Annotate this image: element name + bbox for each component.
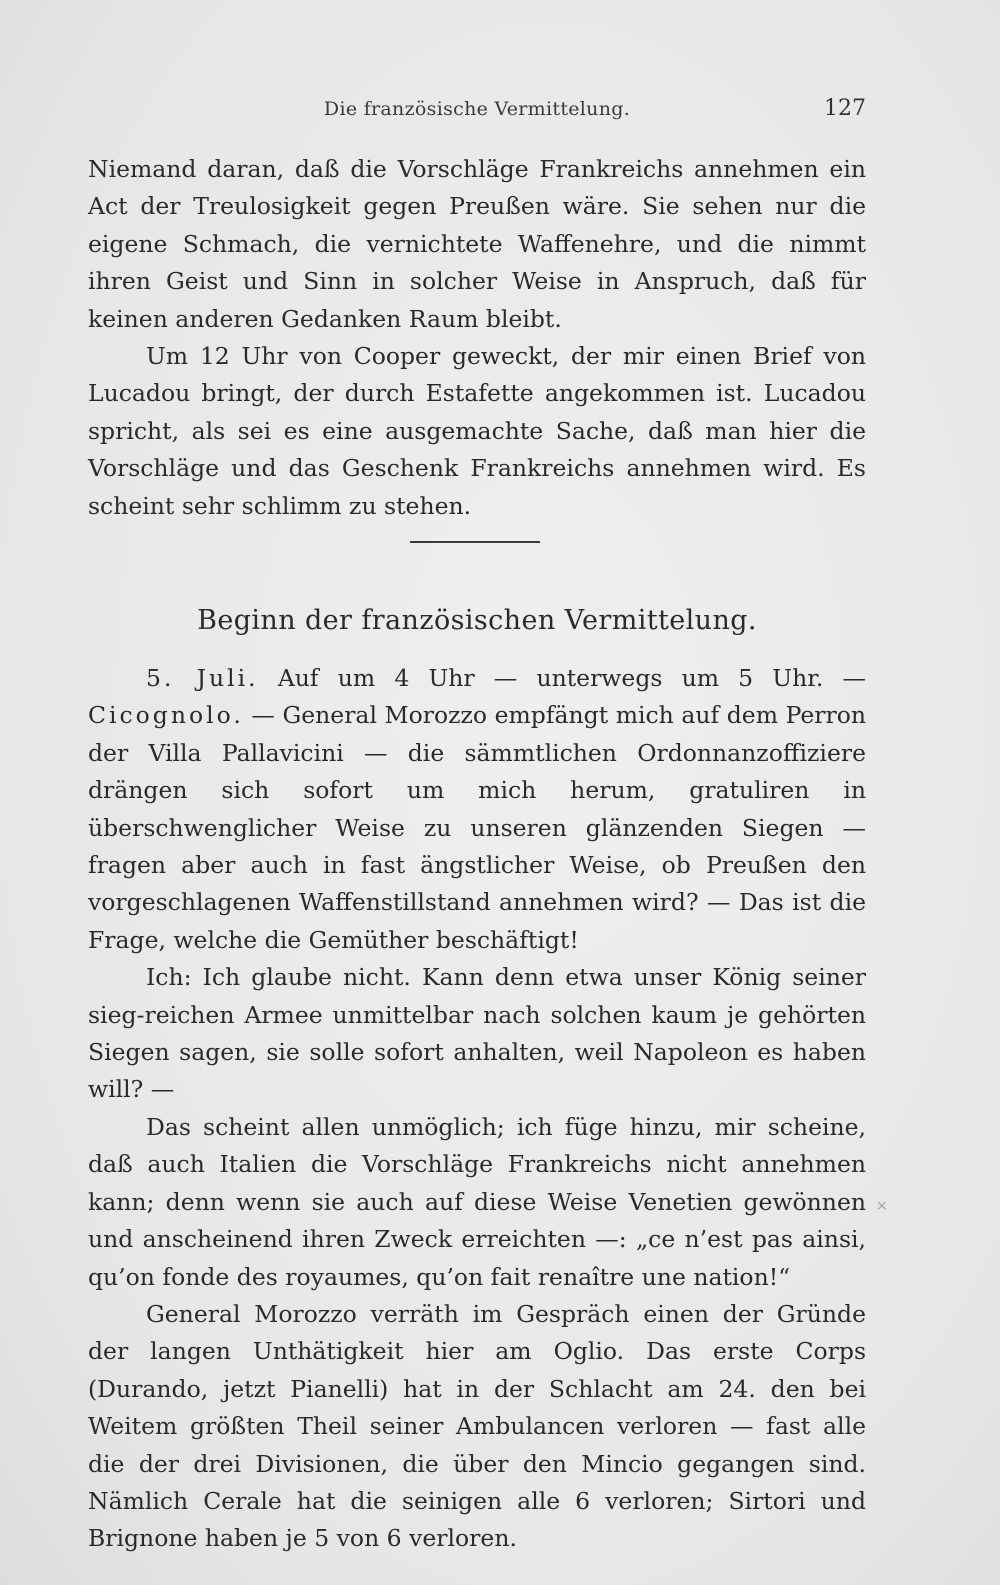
margin-mark: × — [876, 1198, 888, 1214]
paragraph: General Morozzo verräth im Gespräch einen der Gründe der langen Unthätigkeit hier am Oglio. Das erste Corps (Durando, jetzt Pianelli) hat in der Schlacht am 24. den bei Weitem größten Theil seiner Ambulancen verloren — fast alle die der drei Divisionen, die über den Mincio gegangen sind. Nämlich Cerale hat die seinigen alle 6 verloren; Sirtori und Brignone haben je 5 von 6 verloren. — [88, 1299, 866, 1553]
section-divider — [410, 541, 540, 543]
text-block-upper — [88, 151, 866, 525]
paragraph: Niemand daran, daß die Vorschläge Frankreichs annehmen ein Act der Treulosigkeit gegen Preußen wäre. Sie sehen nur die eigene Schmach, die vernichtete Waffenehre, und die nimmt ihren Geist und Sinn in solcher Weise in Anspruch, daß für keinen anderen Gedanken Raum bleibt. — [88, 155, 866, 333]
diary-entry — [88, 660, 866, 959]
paragraph: Ich: Ich glaube nicht. Kann denn etwa unser König seiner sieg-reichen Armee unmittelbar nach solchen kaum je gehörten Siegen sagen, sie solle sofort anhalten, weil Napoleon es haben will? — — [88, 963, 866, 1104]
paragraph: Das scheint allen unmöglich; ich füge hinzu, mir scheine, daß auch Italien die Vorschläge Frankreichs nicht annehmen kann; denn wenn sie auch auf diese Weise Venetien gewönnen und anscheinend ihren Zweck erreichten —: „ce n’est pas ainsi, qu’on fonde des royaumes, qu’on fait renaître une nation!“ — [88, 1112, 866, 1291]
entry-opening: Auf um 4 Uhr — unterwegs um 5 Uhr. — — [277, 664, 866, 692]
page-number: 127 — [824, 96, 866, 121]
paragraph: Um 12 Uhr von Cooper geweckt, der mir einen Brief von Lucadou bringt, der durch Estafette angekommen ist. Lucadou spricht, als sei es eine ausgemachte Sache, daß man hier die Vorschläge und das Geschenk Frankreichs annehmen wird. Es scheint sehr schlimm zu stehen. — [88, 342, 866, 520]
running-head — [88, 98, 866, 128]
entry-text: — General Morozzo empfängt mich auf dem Perron der Villa Pallavicini — die sämmtlichen Ordonnanzoffiziere drängen sich sofort um mich herum, gratuliren in überschwenglicher Weise zu unseren glänzenden Siegen — fragen aber auch in fast ängstlicher Weise, ob Preußen den vorgeschlagenen Waffenstillstand annehmen wird? — Das ist die Frage, welche die Gemüther beschäftigt! — [88, 701, 866, 954]
text-block-lower — [88, 660, 866, 1558]
entry-date: 5. Juli. — [146, 664, 259, 692]
section-heading: Beginn der französischen Vermittelung. — [197, 605, 757, 636]
entry-place: Cicognolo. — [88, 701, 244, 730]
running-title: Die französische Vermittelung. — [323, 98, 631, 120]
